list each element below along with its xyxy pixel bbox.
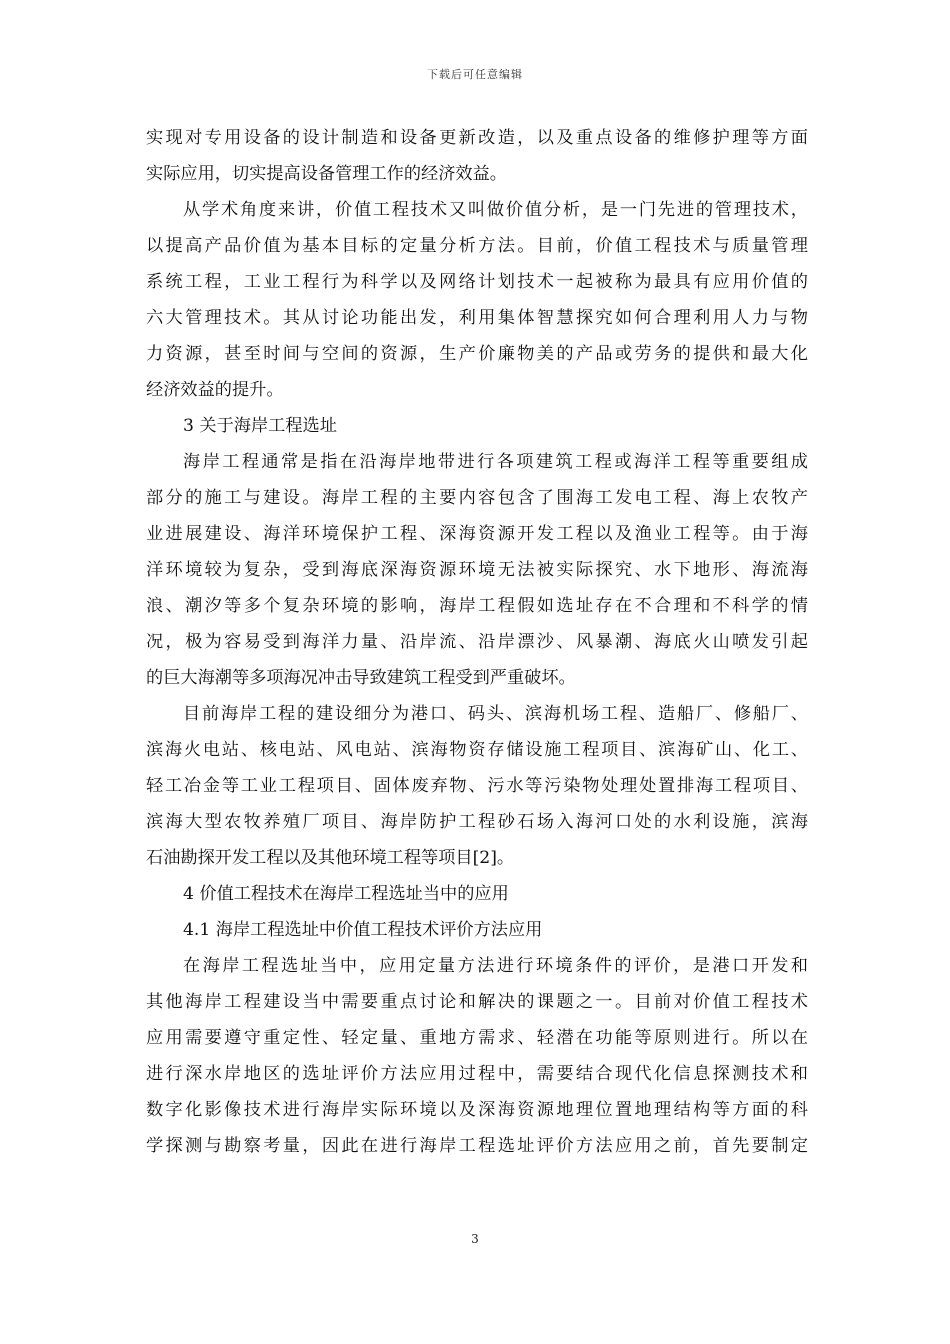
body-line: 实现对专用设备的设计制造和设备更新改造，以及重点设备的维修护理等方面 xyxy=(146,128,808,148)
body-line: 其他海岸工程建设当中需要重点讨论和解决的课题之一。目前对价值工程技术 xyxy=(146,992,808,1012)
body-line: 洋环境较为复杂，受到海底深海资源环境无法被实际探究、水下地形、海流海 xyxy=(146,560,808,580)
subsection-heading: 4.1 海岸工程选址中价值工程技术评价方法应用 xyxy=(183,920,543,940)
body-line: 进行深水岸地区的选址评价方法应用过程中，需要结合现代化信息探测技术和 xyxy=(146,1064,808,1084)
body-line: 轻工冶金等工业工程项目、固体废弃物、污水等污染物处理处置排海工程项目、 xyxy=(146,776,808,796)
body-line: 系统工程，工业工程行为科学以及网络计划技术一起被称为最具有应用价值的 xyxy=(146,272,808,292)
body-line: 应用需要遵守重定性、轻定量、重地方需求、轻潜在功能等原则进行。所以在 xyxy=(146,1028,808,1048)
body-line: 经济效益的提升。 xyxy=(146,380,284,400)
body-line: 况，极为容易受到海洋力量、沿岸流、沿岸漂沙、风暴潮、海底火山喷发引起 xyxy=(146,632,808,652)
body-line: 六大管理技术。其从讨论功能出发，利用集体智慧探究如何合理利用人力与物 xyxy=(146,308,808,328)
body-line: 从学术角度来讲，价值工程技术又叫做价值分析，是一门先进的管理技术， xyxy=(183,200,808,220)
body-line: 数字化影像技术进行海岸实际环境以及深海资源地理位置地理结构等方面的科 xyxy=(146,1100,808,1120)
body-line: 业进展建设、海洋环境保护工程、深海资源开发工程以及渔业工程等。由于海 xyxy=(146,524,808,544)
section-heading: 3 关于海岸工程选址 xyxy=(183,416,337,436)
body-line: 浪、潮汐等多个复杂环境的影响，海岸工程假如选址存在不合理和不科学的情 xyxy=(146,596,808,616)
body-line: 力资源，甚至时间与空间的资源，生产价廉物美的产品或劳务的提供和最大化 xyxy=(146,344,808,364)
body-line: 以提高产品价值为基本目标的定量分析方法。目前，价值工程技术与质量管理 xyxy=(146,236,808,256)
document-body xyxy=(146,120,808,1164)
body-line: 在海岸工程选址当中，应用定量方法进行环境条件的评价，是港口开发和 xyxy=(183,956,808,976)
section-heading: 4 价值工程技术在海岸工程选址当中的应用 xyxy=(183,884,509,904)
body-line: 学探测与勘察考量，因此在进行海岸工程选址评价方法应用之前，首先要制定 xyxy=(146,1136,808,1156)
body-line: 海岸工程通常是指在沿海岸地带进行各项建筑工程或海洋工程等重要组成 xyxy=(183,452,808,472)
page-number: 3 xyxy=(471,1232,479,1246)
body-line: 实际应用，切实提高设备管理工作的经济效益。 xyxy=(146,164,507,184)
body-line: 石油勘探开发工程以及其他环境工程等项目[2]。 xyxy=(146,848,515,868)
body-line: 滨海火电站、核电站、风电站、滨海物资存储设施工程项目、滨海矿山、化工、 xyxy=(146,740,808,760)
body-line: 部分的施工与建设。海岸工程的主要内容包含了围海工发电工程、海上农牧产 xyxy=(146,488,808,508)
body-line: 的巨大海潮等多项海况冲击导致建筑工程受到严重破坏。 xyxy=(146,668,576,688)
page-header: 下载后可任意编辑 xyxy=(427,68,523,81)
body-line: 滨海大型农牧养殖厂项目、海岸防护工程砂石场入海河口处的水利设施，滨海 xyxy=(146,812,808,832)
body-line: 目前海岸工程的建设细分为港口、码头、滨海机场工程、造船厂、修船厂、 xyxy=(183,704,808,724)
